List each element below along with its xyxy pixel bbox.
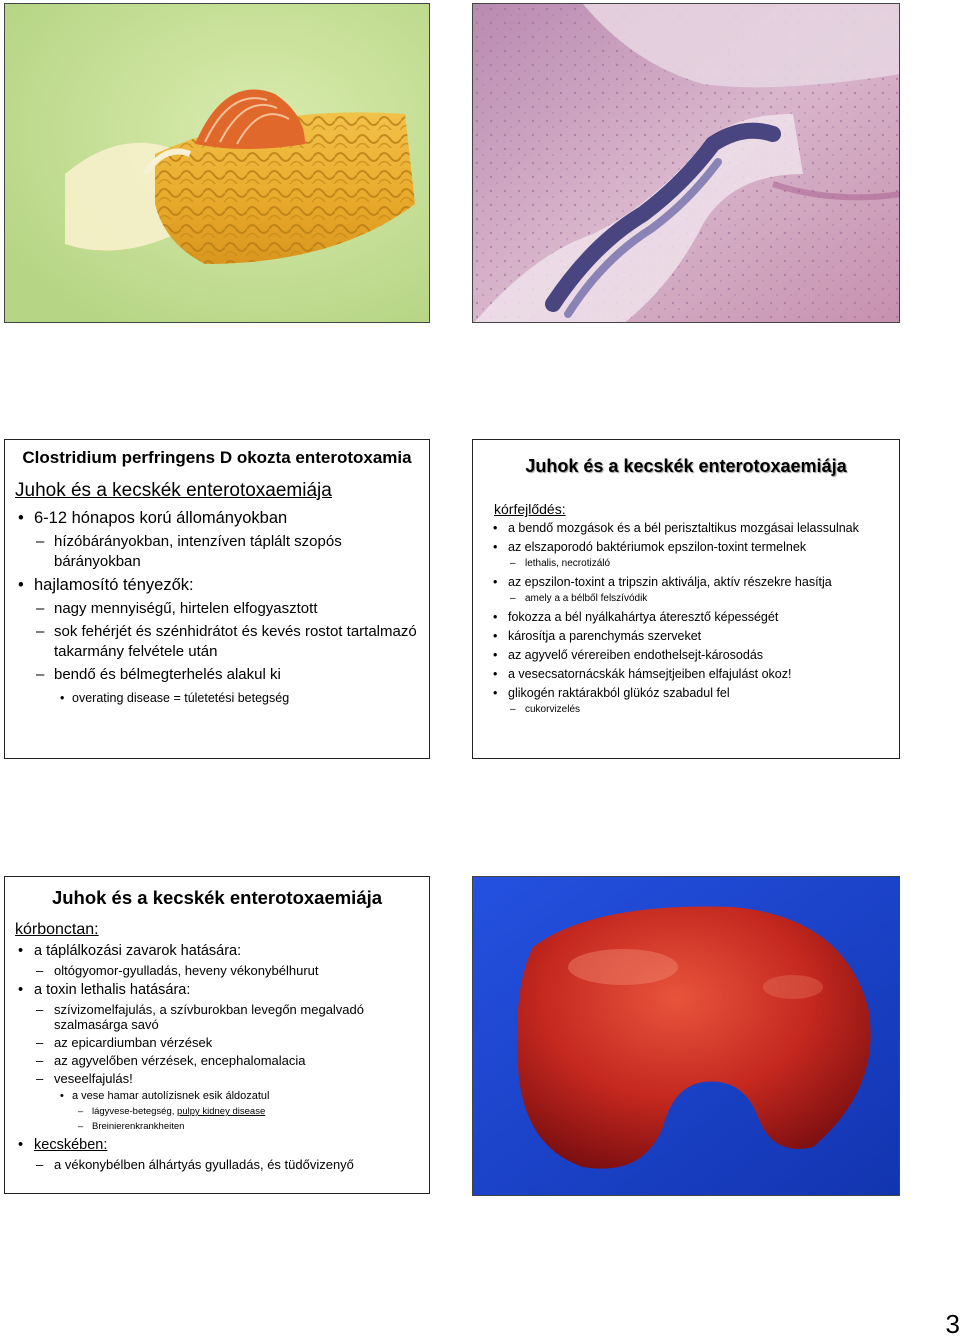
list-item (525, 703, 899, 717)
list-item (54, 963, 429, 978)
slide-subtitle: kórfejlődés: (494, 501, 566, 517)
slide-pathogenesis (472, 439, 900, 759)
slide-title: Juhok és a kecskék enterotoxaemiája (51, 887, 383, 908)
slide-subtitle: Juhok és a kecskék enterotoxaemiája (15, 480, 332, 501)
kidney-photo (472, 876, 900, 1196)
list-item-text: lágyvese-betegség, (92, 1106, 178, 1117)
list-item-text: fokozza a bél nyálkahártya áteresztő képességét (508, 610, 779, 624)
list-item-text: a táplálkozási zavarok hatására: (34, 943, 242, 959)
slide-title: Clostridium perfringens D okozta enterotoxamia (22, 448, 412, 467)
list-item (34, 942, 429, 960)
list-item (54, 1157, 429, 1172)
list-item (54, 1071, 429, 1086)
bullet-list (34, 942, 429, 1172)
list-item-text: hízóbárányokban, intenzíven táplált szopós bárányokban (54, 533, 342, 570)
list-item-text: az elszaporodó baktériumok epszilon-toxint termelnek (508, 540, 807, 554)
list-item (54, 532, 429, 572)
list-item-text: 6-12 hónapos korú állományokban (34, 509, 288, 527)
list-item-text: oltógyomor-gyulladás, heveny vékonybélhurut (54, 963, 319, 978)
list-item-text: nagy mennyiségű, hirtelen elfogyasztott (54, 600, 318, 617)
list-item-text: glikogén raktárakból glükóz szabadul fel (508, 686, 730, 700)
list-item-text: amely a a bélből felszívódik (525, 593, 648, 604)
intestine-photo (4, 3, 430, 323)
page-number: 3 (945, 1309, 960, 1339)
list-item (508, 540, 899, 555)
histology-photo (472, 3, 900, 323)
list-item (72, 1089, 429, 1103)
list-item (34, 575, 429, 596)
list-item (54, 1002, 429, 1032)
list-item-text: lethalis, necrotizáló (525, 558, 611, 569)
list-item (525, 592, 899, 606)
list-item (508, 610, 899, 625)
list-item (54, 622, 429, 662)
list-item-text: a vékonybélben álhártyás gyulladás, és tüdővizenyő (54, 1157, 354, 1172)
list-item (54, 599, 429, 619)
list-item-text: a toxin lethalis hatására: (34, 982, 191, 998)
list-item-text: a bendő mozgások és a bél perisztaltikus mozgásai lelassulnak (508, 521, 859, 535)
list-item-text: károsítja a parenchymás szerveket (508, 629, 702, 643)
list-item (34, 981, 429, 999)
list-item-text: overating disease = túletetési betegség (72, 691, 290, 705)
list-item-text: a vese hamar autolízisnek esik áldozatul (72, 1090, 270, 1102)
list-item (508, 648, 899, 663)
list-item-text: cukorvizelés (525, 704, 581, 715)
list-item-text: sok fehérjét és szénhidrátot és kevés rostot tartalmazó takarmány felvétele után (54, 623, 417, 660)
list-item (34, 1136, 429, 1154)
list-item-text: az epicardiumban vérzések (54, 1035, 213, 1050)
list-item (92, 1120, 429, 1133)
slide-enterotoxamia-intro (4, 439, 430, 759)
bullet-list (508, 521, 899, 717)
list-item-text: veseelfajulás! (54, 1071, 133, 1086)
slide-title: Juhok és a kecskék enterotoxaemiája (525, 456, 847, 476)
list-item (508, 667, 899, 682)
list-item (92, 1105, 429, 1118)
list-item (508, 575, 899, 590)
list-item (72, 689, 429, 707)
list-item-text: Breinierenkrankheiten (92, 1121, 185, 1132)
list-item-text: az agyvelő vérereiben endothelsejt-károsodás (508, 648, 764, 662)
bullet-list (34, 508, 429, 707)
pulpy-kidney-link[interactable]: pulpy kidney disease (177, 1106, 266, 1117)
list-item-text: a vesecsatornácskák hámsejtjeiben elfajulást okoz! (508, 667, 792, 681)
list-item (508, 521, 899, 536)
list-item (508, 686, 899, 701)
list-item (34, 508, 429, 529)
list-item-text: kecskében: (34, 1137, 108, 1153)
list-item (508, 629, 899, 644)
list-item (525, 557, 899, 571)
list-item-text: hajlamosító tényezők: (34, 576, 194, 594)
list-item (54, 665, 429, 685)
list-item (54, 1035, 429, 1050)
list-item-text: az agyvelőben vérzések, encephalomalacia (54, 1053, 306, 1068)
slide-pathology (4, 876, 430, 1194)
list-item-text: szívizomelfajulás, a szívburokban levegőn megalvadó szalmasárga savó (54, 1002, 365, 1032)
slide-subtitle: kórbonctan: (15, 921, 99, 938)
list-item-text: az epszilon-toxint a tripszin aktiválja, aktív részekre hasítja (508, 575, 832, 589)
list-item (54, 1053, 429, 1068)
list-item-text: bendő és bélmegterhelés alakul ki (54, 666, 281, 683)
